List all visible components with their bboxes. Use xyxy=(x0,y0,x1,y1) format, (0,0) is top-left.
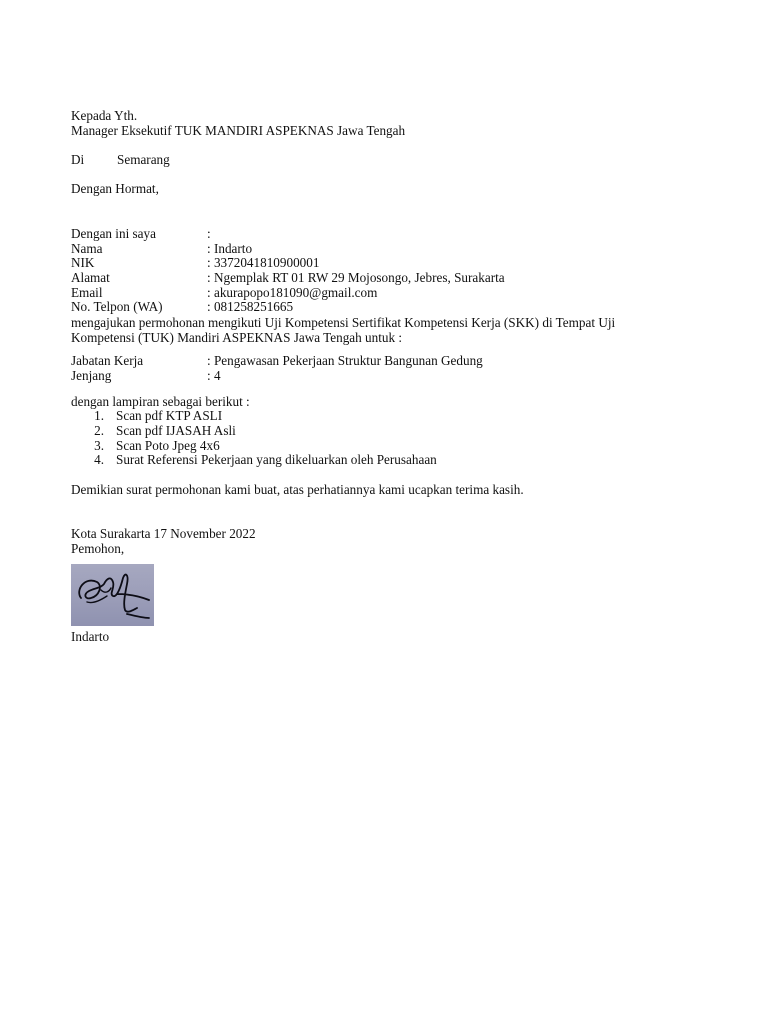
city: Semarang xyxy=(117,152,170,167)
job-label: Jenjang xyxy=(71,368,112,383)
place-date: Kota Surakarta 17 November 2022 xyxy=(71,526,256,541)
list-number: 2. xyxy=(94,423,104,438)
list-number: 4. xyxy=(94,452,104,467)
field-label: Email xyxy=(71,285,103,300)
field-value: : Ngemplak RT 01 RW 29 Mojosongo, Jebres, Surakarta xyxy=(207,270,505,285)
intro-colon: : xyxy=(207,226,211,241)
di-label: Di xyxy=(71,152,85,167)
job-value: : Pengawasan Pekerjaan Struktur Bangunan Gedung xyxy=(207,353,483,368)
list-number: 1. xyxy=(94,408,104,423)
attachments-intro: dengan lampiran sebagai berikut : xyxy=(71,394,250,409)
list-number: 3. xyxy=(94,438,104,453)
field-label: Alamat xyxy=(71,270,110,285)
list-text: Scan pdf IJASAH Asli xyxy=(116,423,236,438)
signer-role: Pemohon, xyxy=(71,541,125,556)
signer-name: Indarto xyxy=(71,629,110,644)
field-value: : 3372041810900001 xyxy=(207,255,320,270)
greeting: Dengan Hormat, xyxy=(71,181,159,196)
job-label: Jabatan Kerja xyxy=(71,353,144,368)
addressee: Manager Eksekutif TUK MANDIRI ASPEKNAS Jawa Tengah xyxy=(71,123,406,138)
salutation: Kepada Yth. xyxy=(71,108,138,123)
request-line-1: mengajukan permohonan mengikuti Uji Kompetensi Sertifikat Kompetensi Kerja (SKK) di Tempat Uji xyxy=(71,315,616,330)
list-text: Surat Referensi Pekerjaan yang dikeluarkan oleh Perusahaan xyxy=(116,452,437,467)
intro-label: Dengan ini saya xyxy=(71,226,156,241)
job-value: : 4 xyxy=(207,368,221,383)
field-label: NIK xyxy=(71,255,95,270)
signature-image xyxy=(71,564,154,626)
list-text: Scan pdf KTP ASLI xyxy=(116,408,223,423)
list-text: Scan Poto Jpeg 4x6 xyxy=(116,438,220,453)
field-value: : Indarto xyxy=(207,241,253,256)
field-value: : 081258251665 xyxy=(207,299,294,314)
request-line-2: Kompetensi (TUK) Mandiri ASPEKNAS Jawa Tengah untuk : xyxy=(71,330,403,345)
field-label: No. Telpon (WA) xyxy=(71,299,163,314)
closing-statement: Demikian surat permohonan kami buat, atas perhatiannya kami ucapkan terima kasih. xyxy=(71,482,524,497)
location-line xyxy=(71,152,170,167)
field-value: : akurapopo181090@gmail.com xyxy=(207,285,378,300)
field-label: Nama xyxy=(71,241,103,256)
signature-stroke xyxy=(71,564,154,626)
